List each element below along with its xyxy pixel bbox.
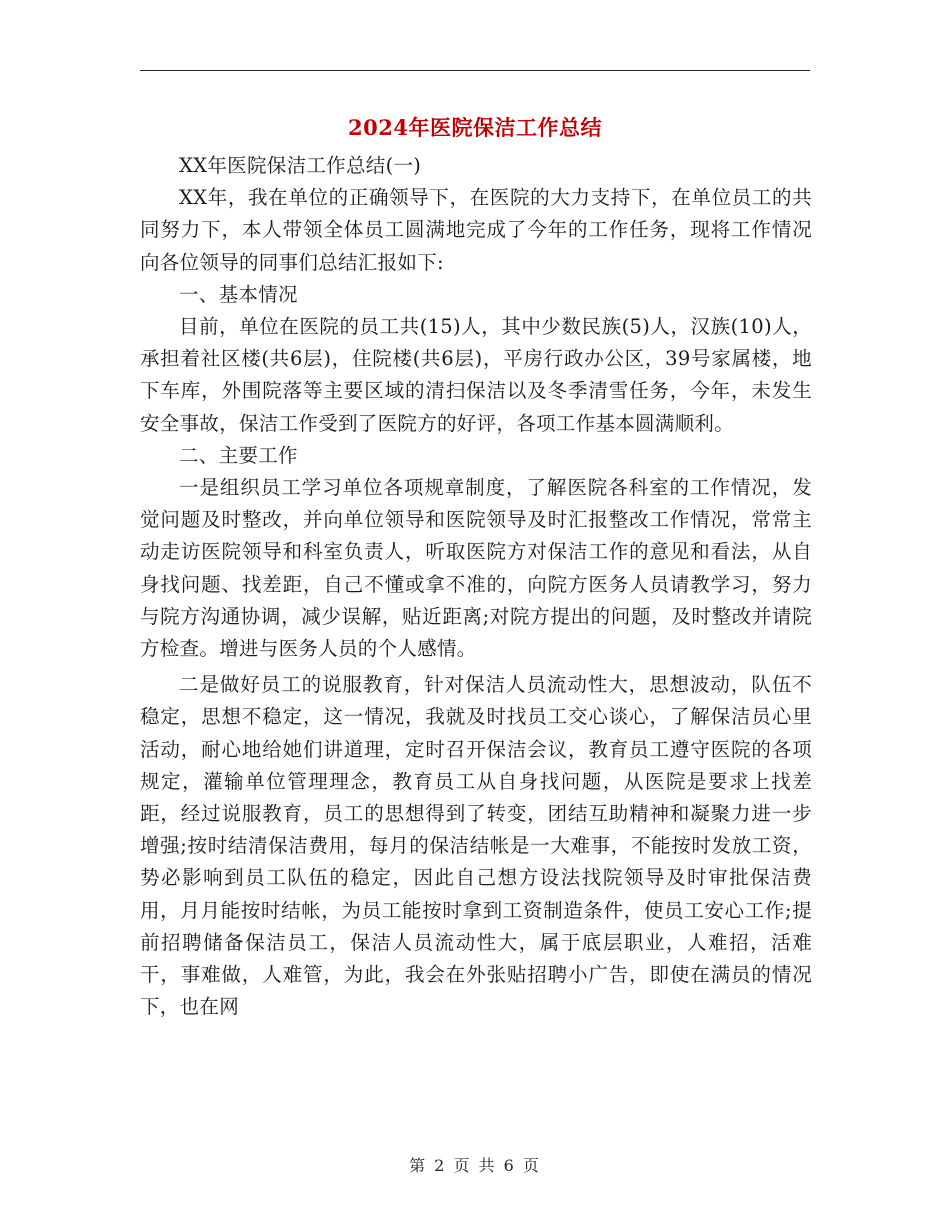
section-heading-basic: 一、基本情况 (179, 282, 298, 306)
paragraph-subtitle: XX年医院保洁工作总结(一) (179, 154, 422, 177)
paragraph-intro: XX年，我在单位的正确领导下，在医院的大力支持下，在单位员工的共同努力下，本人带领全体员工圆满地完成了今年的工作任务，现将工作情况向各位领导的同事们总结汇报如下: (140, 186, 812, 274)
paragraph-basic-situation: 目前，单位在医院的员工共(15)人，其中少数民族(5)人，汉族(10)人，承担着社区楼(共6层)，住院楼(共6层)，平房行政办公区，39号家属楼，地下车库，外围院落等主要区域的清扫保洁以及冬季清雪任务，今年，未发生安全事故，保洁工作受到了医院方的好评，各项工作基本圆满顺利。 (140, 315, 812, 435)
paragraph-work-item-1: 一是组织员工学习单位各项规章制度，了解医院各科室的工作情况，发觉问题及时整改，并向单位领导和医院领导及时汇报整改工作情况，常常主动走访医院领导和科室负责人，听取医院方对保洁工作的意见和看法，从自身找问题、找差距，自己不懂或拿不准的，向院方医务人员请教学习，努力与院方沟通协调，减少误解，贴近距离;对院方提出的问题，及时整改并请院方检查。增进与医务人员的个人感情。 (140, 476, 812, 661)
page-number: 第 2 页 共 6 页 (409, 1156, 541, 1175)
paragraph-work-item-2: 二是做好员工的说服教育，针对保洁人员流动性大，思想波动，队伍不稳定，思想不稳定，这一情况，我就及时找员工交心谈心，了解保洁员心里活动，耐心地给她们讲道理，定时召开保洁会议，教育员工遵守医院的各项规定，灌输单位管理理念，教育员工从自身找问题，从医院是要求上找差距，经过说服教育，员工的思想得到了转变，团结互助精神和凝聚力进一步增强;按时结清保洁费用，每月的保洁结帐是一大难事，不能按时发放工资，势必影响到员工队伍的稳定，因此自己想方设法找院领导及时审批保洁费用，月月能按时结帐，为员工能按时拿到工资制造条件，使员工安心工作;提前招聘储备保洁员工，保洁人员流动性大，属于底层职业，人难招，活难干，事难做，人难管，为此，我会在外张贴招聘小广告，即使在满员的情况下，也在网 (140, 673, 812, 1019)
document-title: 2024年医院保洁工作总结 (348, 115, 602, 140)
document-body (140, 150, 812, 1023)
header-rule (140, 70, 810, 71)
section-heading-main-work: 二、主要工作 (179, 443, 298, 467)
